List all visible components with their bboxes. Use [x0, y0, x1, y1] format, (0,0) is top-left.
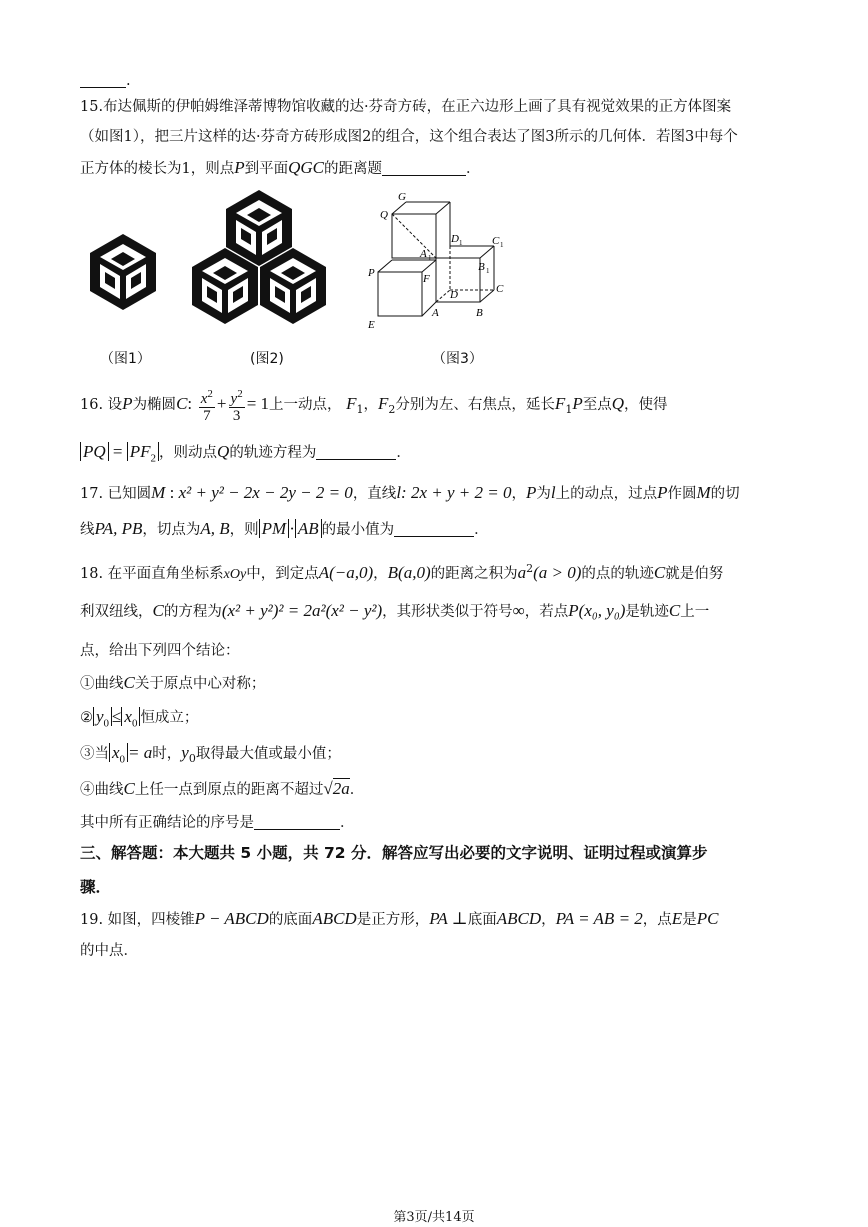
- q18-conclusion-1: ①曲线C关于原点中心对称；: [80, 673, 266, 692]
- q19-line2: 的中点．: [80, 943, 138, 959]
- q18-conclusion-2: ② $y_0 \le x_0$ 恒成立；: [80, 707, 199, 730]
- section3-heading-line1: 三、解答题：本大题共 5 小题，共 72 分．解答应写出必要的文字说明、证明过程或演算步: [80, 844, 708, 862]
- q17-answer-blank[interactable]: [394, 522, 474, 537]
- q18-answer-blank[interactable]: [254, 815, 340, 830]
- q15-answer-blank[interactable]: [382, 161, 466, 176]
- answer-blank[interactable]: [80, 73, 126, 88]
- figure3-caption: （图3）: [432, 351, 483, 367]
- svg-text:B: B: [478, 261, 485, 273]
- previous-answer-blank: .: [80, 70, 131, 92]
- svg-text:C: C: [492, 235, 500, 247]
- svg-text:F: F: [423, 273, 430, 285]
- section3-heading-line2: 骤．: [80, 878, 112, 896]
- q18-line1: 18. 在平面直角坐标系xOy中，到定点A(−a,0)，B(a,0)的距离之积为$a^2(a > 0)$的点的轨迹C就是伯努: [80, 562, 724, 582]
- ellipse-y-term: $\frac{y^2}{3}$: [230, 388, 243, 424]
- svg-text:P: P: [368, 267, 375, 279]
- q17-line1: 17. 已知圆M : x² + y² − 2x − 2y − 2 = 0，直线l: 2x + y + 2 = 0，P为l上的动点，过点P作圆M的切: [80, 483, 740, 502]
- figure2-three-cubes: [192, 190, 326, 324]
- q16-line2: PQ = $PF_2$ ，则动点Q的轨迹方程为 ．: [80, 441, 411, 469]
- q18-conclusion-4: ④曲线C上任一点到原点的距离不超过√2a．: [80, 779, 365, 798]
- svg-text:1: 1: [459, 239, 463, 247]
- svg-text:Q: Q: [380, 209, 388, 221]
- svg-text:A: A: [432, 307, 439, 319]
- q18-answer-line: 其中所有正确结论的序号是 ．: [80, 815, 355, 831]
- q18-line3: 点，给出下列四个结论：: [80, 643, 240, 659]
- q18-line2: 利双纽线，C的方程为(x² + y²)² = 2a²(x² − y²)，其形状类似于符号∞，若点P(x₀, y₀)是轨迹C上一: [80, 601, 710, 620]
- svg-text:G: G: [398, 191, 406, 203]
- svg-text:1: 1: [486, 267, 490, 275]
- svg-text:B: B: [476, 307, 483, 319]
- q15-line1: 15.布达佩斯的伊帕姆维泽蒂博物馆收藏的达·芬奇方砖，在正六边形上画了具有视觉效果的正方体图案: [80, 99, 732, 115]
- svg-text:E: E: [368, 319, 375, 331]
- svg-text:D: D: [450, 289, 458, 301]
- q15-line3: 正方体的棱长为1，则点P到平面QGC的距离题 ．: [80, 158, 481, 177]
- svg-text:1: 1: [428, 254, 432, 262]
- figure2-caption: (图2): [250, 351, 284, 367]
- ellipse-x-term: $\frac{x^2}{7}$: [200, 388, 213, 424]
- page-footer: 第3页/共14页: [393, 1210, 475, 1225]
- figure1-caption: （图1）: [100, 351, 151, 367]
- q19-line1: 19. 如图，四棱锥P − ABCD的底面ABCD是正方形，PA ⊥底面ABCD，PA = AB = 2，点E是PC: [80, 909, 719, 928]
- q17-line2: 线PA, PB，切点为A, B，则 PM · AB 的最小值为 ．: [80, 519, 489, 538]
- q16-answer-blank[interactable]: [316, 445, 396, 460]
- q16-line1: 16. 设P为椭圆C: $\frac{x^2}{7}$ + $\frac{y^2}{3}$ = 1上一动点， $F_1$，$F_2$分别为左、右焦点，延长$F_1P$至点Q，使得: [80, 388, 668, 424]
- svg-text:1: 1: [500, 241, 504, 249]
- svg-text:A: A: [420, 248, 427, 260]
- q15-figures: [80, 186, 520, 346]
- figure3-cube-geometry: [378, 202, 494, 316]
- figure1-hexagon-cube: [90, 234, 156, 310]
- svg-text:D: D: [451, 233, 459, 245]
- q18-conclusion-3: ③当 $x_0 = a$时，$y_0$取得最大值或最小值；: [80, 743, 341, 766]
- svg-text:C: C: [496, 283, 504, 295]
- q15-line2: （如图1），把三片这样的达·芬奇方砖形成图2的组合，这个组合表达了图3所示的几何体．若图3中每个: [80, 129, 738, 145]
